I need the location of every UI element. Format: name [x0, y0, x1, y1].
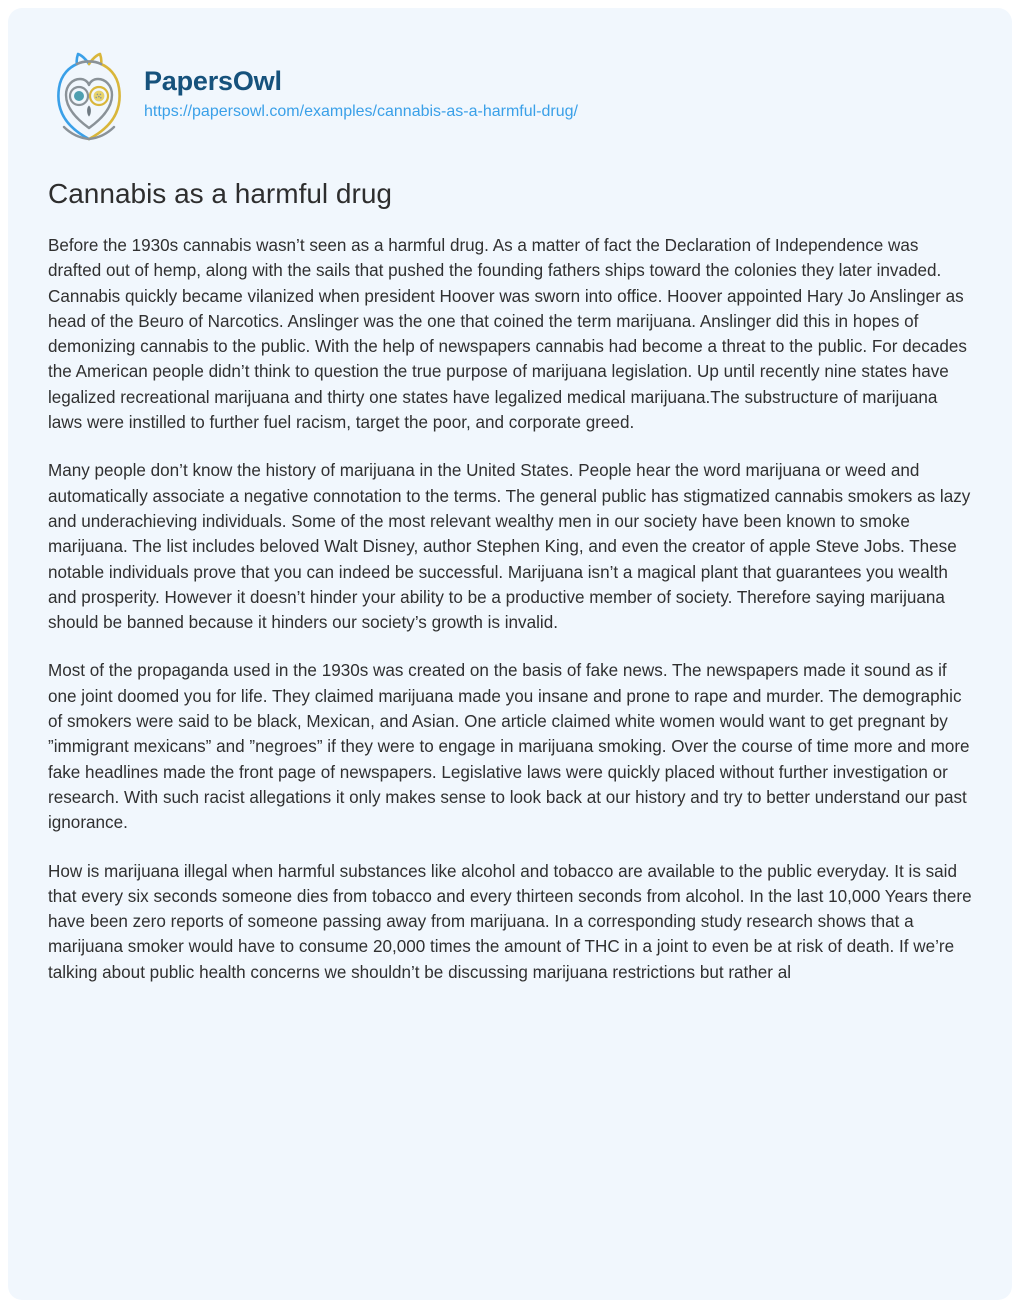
article-paragraph: Most of the propaganda used in the 1930s was created on the basis of fake news. The newspapers made it sound as if one joint doomed you for life. They claimed marijuana made you insane and prone to rape and murder. The demographic of smokers were said to be black, Mexican, and Asian. One article claimed white women would want to get pregnant by ”immigrant mexicans” and ”negroes” if they were to engage in marijuana smoking. Over the course of time more and more fake headlines made the front page of newspapers. Legislative laws were quickly placed without further investigation or research. With such racist allegations it only makes sense to look back at our history and try to better understand our past ignorance.: [48, 661, 970, 833]
article-body: [8, 233, 1012, 985]
page-title: Cannabis as a harmful drug: [48, 178, 392, 209]
site-url-link[interactable]: https://papersowl.com/examples/cannabis-as-a-harmful-drug/: [144, 103, 578, 121]
article-paragraph: Before the 1930s cannabis wasn’t seen as a harmful drug. As a matter of fact the Declaration of Independence was drafted out of hemp, along with the sails that pushed the founding fathers ships toward the colonies they later invaded. Cannabis quickly became vilanized when president Hoover was sworn into office. Hoover appointed Hary Jo Anslinger as head of the Beuro of Narcotics. Anslinger was the one that coined the term marijuana. Anslinger did this in hopes of demonizing cannabis to the public. With the help of newspapers cannabis had become a threat to the public. For decades the American people didn’t think to question the true purpose of marijuana legislation. Up until recently nine states have legalized recreational marijuana and thirty one states have legalized medical marijuana.The substructure of marijuana laws were instilled to further fuel racism, target the poor, and corporate greed.: [48, 236, 967, 433]
brand-block: [144, 64, 578, 127]
article-paragraph: Many people don’t know the history of marijuana in the United States. People hear the word marijuana or weed and automatically associate a negative connotation to the terms. The general public has stigmatized cannabis smokers as lazy and underachieving individuals. Some of the most relevant wealthy men in our society have been known to smoke marijuana. The list includes beloved Walt Disney, author Stephen King, and even the creator of apple Steve Jobs. These notable individuals prove that you can indeed be successful. Marijuana isn’t a magical plant that guarantees you wealth and prosperity. However it doesn’t hinder your ability to be a productive member of society. Therefore saying marijuana should be banned because it hinders our society’s growth is invalid.: [48, 461, 971, 633]
document-card: [8, 8, 1012, 1300]
brand-name: PapersOwl: [144, 66, 282, 97]
owl-logo-icon: [48, 50, 130, 142]
article-paragraph: How is marijuana illegal when harmful substances like alcohol and tobacco are available to the public everyday. It is said that every six seconds someone dies from tobacco and every thirteen seconds from alcohol. In the last 10,000 Years there have been zero reports of someone passing away from marijuana. In a corresponding study research shows that a marijuana smoker would have to consume 20,000 times the amount of THC in a joint to even be at risk of death. If we’re talking about public health concerns we shouldn’t be discussing marijuana restrictions but rather al: [48, 861, 972, 982]
site-header: [8, 8, 1012, 142]
